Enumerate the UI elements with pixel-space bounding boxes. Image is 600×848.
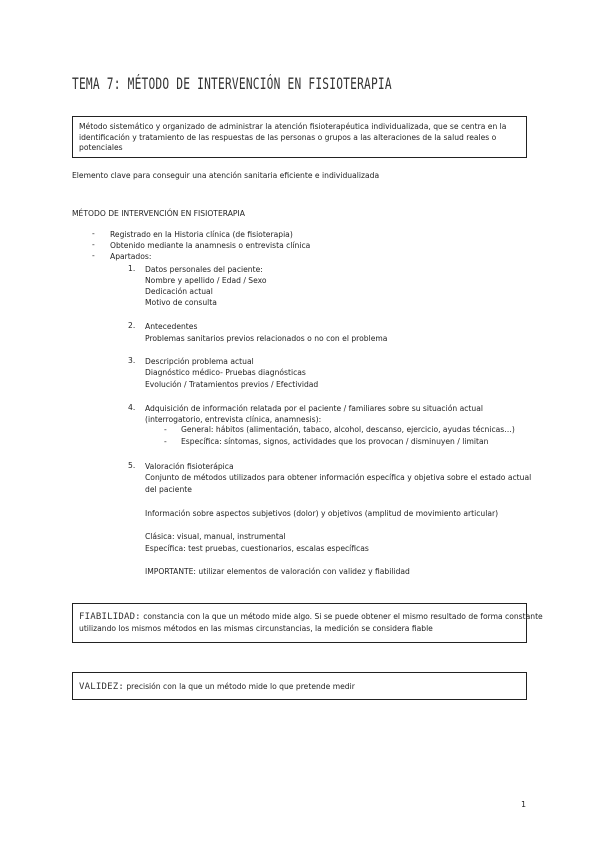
key-element-text: Elemento clave para conseguir una atención sanitaria eficiente e individualizada: [72, 171, 380, 180]
item-line: Clásica: visual, manual, instrumental: [145, 532, 286, 541]
item-heading: Valoración fisioterápica: [145, 462, 234, 471]
item-number: 3.: [128, 356, 136, 365]
item-line: Nombre y apellido / Edad / Sexo: [145, 276, 267, 285]
bullet-item: Obtenido mediante la anamnesis o entrevista clínica: [110, 241, 311, 250]
sub-bullet-dash: -: [164, 425, 167, 434]
bullet-dash: -: [92, 240, 95, 249]
bullet-item: Registrado en la Historia clínica (de fisioterapia): [110, 230, 293, 239]
section-heading: MÉTODO DE INTERVENCIÓN EN FISIOTERAPIA: [72, 209, 245, 218]
validez-term: VALIDEZ:: [79, 682, 124, 692]
item-heading: Datos personales del paciente:: [145, 265, 263, 274]
item-line: Específica: test pruebas, cuestionarios, escalas específicas: [145, 544, 369, 553]
item-line: Motivo de consulta: [145, 298, 217, 307]
fiabilidad-text-cont: utilizando los mismos métodos en las mismas circunstancias, la medición se considera fiable: [79, 624, 433, 633]
item-number: 2.: [128, 321, 136, 330]
item-line: Evolución / Tratamientos previos / Efectividad: [145, 380, 319, 389]
item-line: Diagnóstico médico- Pruebas diagnósticas: [145, 368, 306, 377]
item-line: del paciente: [145, 485, 192, 494]
bullet-dash: -: [92, 229, 95, 238]
sub-bullet-item: General: hábitos (alimentación, tabaco, alcohol, descanso, ejercicio, ayudas técnicas…): [181, 425, 515, 434]
fiabilidad-box: [72, 603, 543, 643]
item-line: Información sobre aspectos subjetivos (dolor) y objetivos (amplitud de movimiento articular): [145, 509, 499, 518]
sub-bullet-dash: -: [164, 437, 167, 446]
item-number: 1.: [128, 264, 136, 273]
validez-box: [72, 672, 527, 700]
fiabilidad-text: constancia con la que un método mide algo. Si se puede obtener el mismo resultado de forma constante: [140, 612, 543, 621]
item-line: Problemas sanitarios previos relacionados o no con el problema: [145, 334, 388, 343]
item-heading: Adquisición de información relatada por el paciente / familiares sobre su situación actual: [145, 404, 483, 413]
item-heading: Antecedentes: [145, 322, 198, 331]
item-line: Conjunto de métodos utilizados para obtener información específica y objetiva sobre el estado actual: [145, 473, 532, 482]
fiabilidad-term: FIABILIDAD:: [79, 612, 141, 622]
bullet-dash: -: [92, 251, 95, 260]
item-line: (interrogatorio, entrevista clínica, anamnesis):: [145, 415, 322, 424]
item-number: 4.: [128, 403, 136, 412]
item-number: 5.: [128, 461, 136, 470]
page-title: TEMA 7: MÉTODO DE INTERVENCIÓN EN FISIOTERAPIA: [72, 74, 392, 93]
item-line: Dedicación actual: [145, 287, 213, 296]
sub-bullet-item: Específica: síntomas, signos, actividades que los provocan / disminuyen / limitan: [181, 437, 489, 446]
item-heading: Descripción problema actual: [145, 357, 254, 366]
item-line: IMPORTANTE: utilizar elementos de valoración con validez y fiabilidad: [145, 567, 410, 576]
definition-box: Método sistemático y organizado de administrar la atención fisioterapéutica individualizada, que se centra en la identificación y tratamiento de las respuestas de las personas o grupos a las alteraciones de la salud reales o potenciales: [72, 116, 527, 158]
validez-text: precisión con la que un método mide lo que pretende medir: [123, 682, 355, 691]
page-number: 1: [521, 800, 527, 809]
bullet-item: Apartados:: [110, 252, 152, 261]
